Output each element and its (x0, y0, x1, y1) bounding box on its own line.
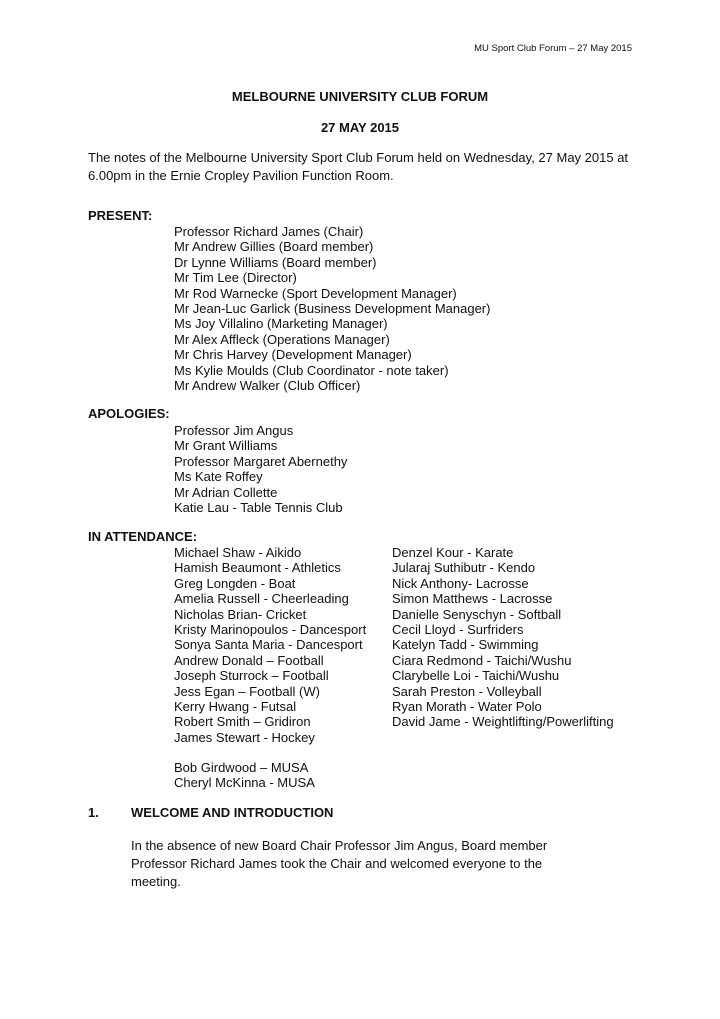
list-item: Katie Lau - Table Tennis Club (174, 499, 343, 515)
list-item: Mr Tim Lee (Director) (174, 270, 297, 286)
list-item: Denzel Kour - Karate (392, 545, 514, 560)
section-number: 1. (88, 805, 99, 820)
list-item: Ciara Redmond - Taichi/Wushu (392, 652, 572, 668)
list-item: Michael Shaw - Aikido (174, 545, 302, 560)
list-item: Ms Kylie Moulds (Club Coordinator - note taker) (174, 362, 449, 378)
present-heading: PRESENT: (88, 208, 153, 223)
list-item: Mr Grant Williams (174, 438, 278, 454)
list-item: Robert Smith – Gridiron (174, 714, 311, 730)
list-item: Kristy Marinopoulos - Dancesport (174, 621, 367, 637)
section-paragraph: In the absence of new Board Chair Professor Jim Angus, Board member Professor Richard James took the Chair and welcomed everyone to the meeting. (131, 838, 548, 889)
list-item: Mr Alex Affleck (Operations Manager) (174, 331, 390, 347)
list-item: Professor Jim Angus (174, 423, 294, 438)
list-item: James Stewart - Hockey (174, 729, 315, 745)
list-item: Jess Egan – Football (W) (174, 683, 320, 699)
list-item: Sonya Santa Maria - Dancesport (174, 637, 363, 653)
list-item: Nicholas Brian- Cricket (174, 606, 307, 622)
list-item: Simon Matthews - Lacrosse (392, 591, 553, 607)
document-date: 27 MAY 2015 (320, 120, 400, 135)
running-header: MU Sport Club Forum – 27 May 2015 (474, 43, 632, 54)
list-item: Amelia Russell - Cheerleading (174, 591, 349, 607)
list-item: Mr Jean-Luc Garlick (Business Development Manager) (174, 300, 491, 316)
apologies-list (174, 423, 347, 515)
list-item: Joseph Sturrock – Football (174, 668, 329, 684)
list-item: Mr Andrew Walker (Club Officer) (174, 377, 361, 393)
list-item: Dr Lynne Williams (Board member) (174, 254, 377, 270)
section-heading: WELCOME AND INTRODUCTION (131, 805, 334, 820)
intro-paragraph: The notes of the Melbourne University Sport Club Forum held on Wednesday, 27 May 2015 at 6.00pm in the Ernie Cropley Pavilion Function Room. (88, 150, 629, 183)
list-item: Danielle Senyschyn - Softball (392, 606, 562, 622)
present-list (174, 224, 490, 393)
list-item: David Jame - Weightlifting/Powerlifting (392, 714, 614, 730)
list-item: Jularaj Suthibutr - Kendo (392, 560, 536, 576)
list-item: Cheryl McKinna - MUSA (174, 775, 315, 791)
attendance-right-list (392, 545, 614, 730)
list-item: Professor Margaret Abernethy (174, 453, 348, 469)
attendance-left-list (174, 545, 366, 745)
list-item: Ryan Morath - Water Polo (392, 698, 542, 714)
list-item: Bob Girdwood – MUSA (174, 760, 309, 775)
musa-list (174, 760, 315, 791)
list-item: Ms Joy Villalino (Marketing Manager) (174, 316, 388, 332)
list-item: Mr Chris Harvey (Development Manager) (174, 347, 412, 363)
list-item: Cecil Lloyd - Surfriders (392, 621, 524, 637)
apologies-heading: APOLOGIES: (88, 406, 170, 421)
list-item: Mr Andrew Gillies (Board member) (174, 239, 374, 255)
list-item: Clarybelle Loi - Taichi/Wushu (392, 668, 560, 684)
list-item: Greg Longden - Boat (174, 575, 296, 591)
list-item: Andrew Donald – Football (174, 652, 324, 668)
list-item: Ms Kate Roffey (174, 469, 263, 485)
list-item: Hamish Beaumont - Athletics (174, 560, 341, 576)
list-item: Professor Richard James (Chair) (174, 224, 364, 239)
list-item: Sarah Preston - Volleyball (392, 683, 542, 699)
list-item: Mr Rod Warnecke (Sport Development Manager) (174, 285, 457, 301)
document-title: MELBOURNE UNIVERSITY CLUB FORUM (231, 89, 489, 104)
list-item: Kerry Hwang - Futsal (174, 698, 297, 714)
list-item: Katelyn Tadd - Swimming (392, 637, 539, 653)
list-item: Mr Adrian Collette (174, 484, 278, 500)
list-item: Nick Anthony- Lacrosse (392, 575, 529, 591)
attendance-heading: IN ATTENDANCE: (88, 529, 198, 544)
